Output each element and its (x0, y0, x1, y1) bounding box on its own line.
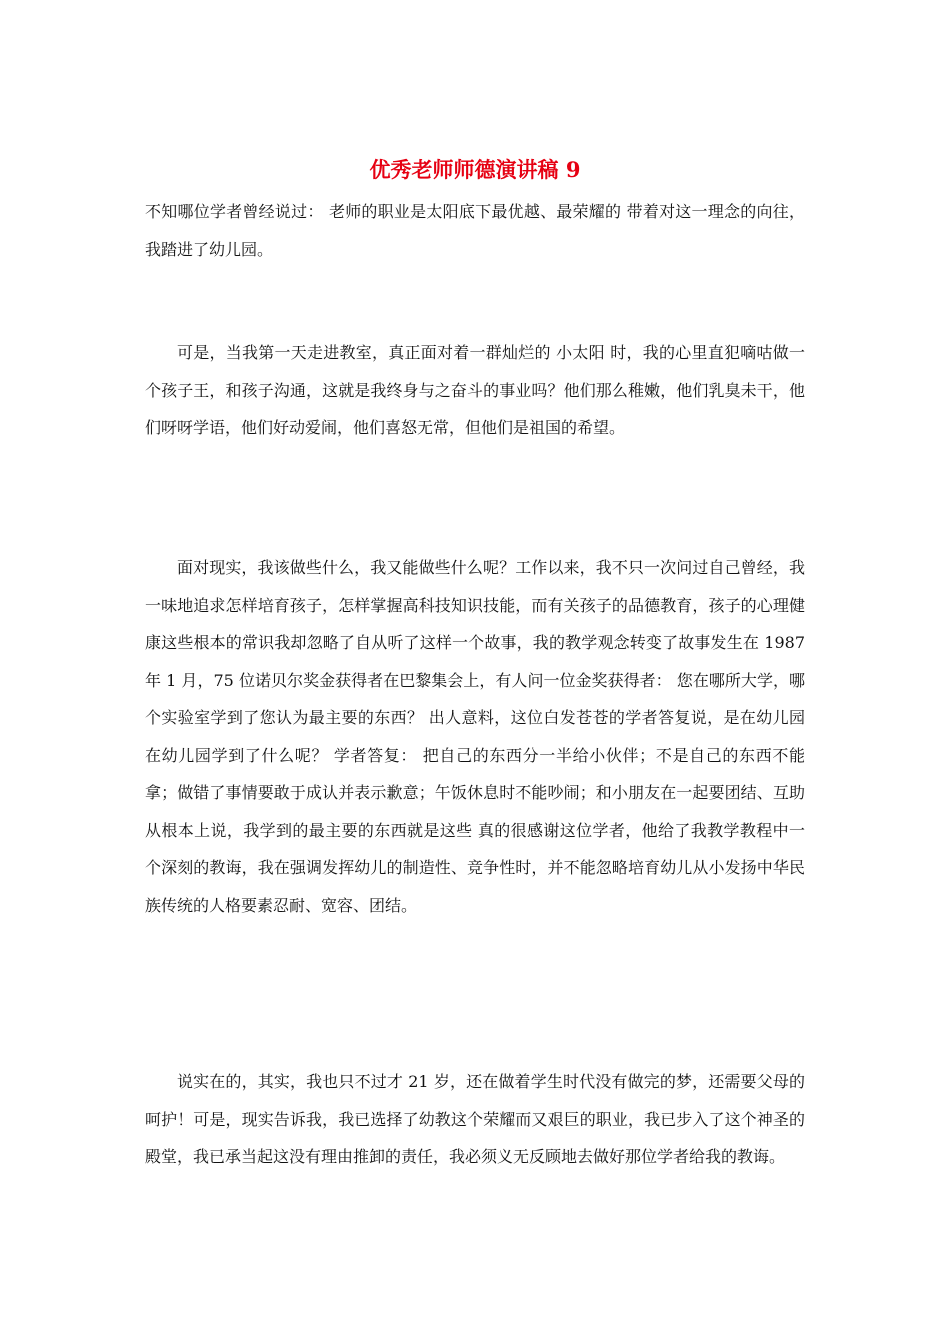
paragraph-2: 可是，当我第一天走进教室，真正面对着一群灿烂的 小太阳 时，我的心里直犯嘀咕做一个孩子王，和孩子沟通，这就是我终身与之奋斗的事业吗？他们那么稚嫩，他们乳臭未干，他们呀呀学语，他们好动爱闹，他们喜怒无常，但他们是祖国的希望。 (145, 343, 805, 437)
paragraph-4: 说实在的，其实，我也只不过才 21 岁，还在做着学生时代没有做完的梦，还需要父母的呵护！可是，现实告诉我，我已选择了幼教这个荣耀而又艰巨的职业，我已步入了这个神圣的殿堂，我已承当起这没有理由推卸的责任，我必须义无反顾地去做好那位学者给我的教诲。 (145, 1072, 805, 1166)
paragraph-1: 不知哪位学者曾经说过： 老师的职业是太阳底下最优越、最荣耀的 带着对这一理念的向往，我踏进了幼儿园。 (145, 202, 805, 259)
paragraph-3: 面对现实，我该做些什么，我又能做些什么呢？工作以来，我不只一次问过自己曾经，我一味地追求怎样培育孩子，怎样掌握高科技知识技能，而有关孩子的品德教育，孩子的心理健康这些根本的常识我却忽略了自从听了这样一个故事，我的教学观念转变了故事发生在 1987 年 1 月，75 位诺贝尔奖金获得者在巴黎集会上，有人问一位金奖获得者： 您在哪所大学，哪个实验室学到了您认为最主要的东西？ 出人意料，这位白发苍苍的学者答复说，是在幼儿园 在幼儿园学到了什么呢？ 学者答复： 把自己的东西分一半给小伙伴；不是自己的东西不能拿；做错了事情要敢于成认并表示歉意；午饭休息时不能吵闹；和小朋友在一起要团结、互助 从根本上说，我学到的最主要的东西就是这些 真的很感谢这位学者，他给了我教学教程中一个深刻的教诲，我在强调发挥幼儿的制造性、竞争性时，并不能忽略培育幼儿从小发扬中华民族传统的人格要素忍耐、宽容、团结。 (145, 558, 805, 915)
document-title: 优秀老师师德演讲稿 9 (369, 157, 581, 182)
